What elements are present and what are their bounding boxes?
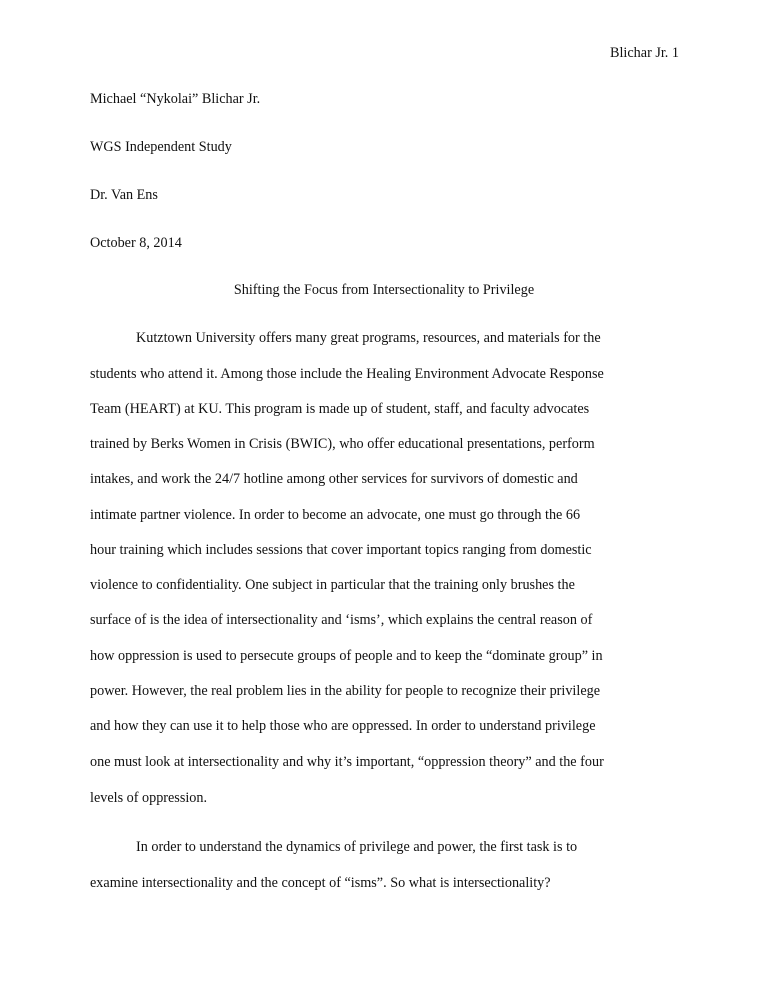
paragraph-line: examine intersectionality and the concept of “isms”. So what is intersectionality? <box>90 875 551 891</box>
paragraph-line: students who attend it. Among those include the Healing Environment Advocate Response <box>90 366 604 382</box>
paragraph-line: Team (HEART) at KU. This program is made up of student, staff, and faculty advocates <box>90 401 590 417</box>
paragraph-line: Kutztown University offers many great programs, resources, and materials for the <box>136 330 601 346</box>
course-line: WGS Independent Study <box>90 139 232 155</box>
running-head: Blichar Jr. 1 <box>610 45 679 61</box>
paragraph-line: violence to confidentiality. One subject in particular that the training only brushes the <box>90 577 575 593</box>
paper-title: Shifting the Focus from Intersectionality to Privilege <box>233 282 535 298</box>
date-line: October 8, 2014 <box>90 235 182 251</box>
instructor-line: Dr. Van Ens <box>90 187 158 203</box>
paragraph-line: hour training which includes sessions that cover important topics ranging from domestic <box>90 542 592 558</box>
paragraph-line: levels of oppression. <box>90 790 208 806</box>
paragraph-line: and how they can use it to help those who are oppressed. In order to understand privilege <box>90 718 596 734</box>
author-line: Michael “Nykolai” Blichar Jr. <box>90 91 261 107</box>
paragraph-line: intakes, and work the 24/7 hotline among other services for survivors of domestic and <box>90 471 578 487</box>
paragraph-line: In order to understand the dynamics of privilege and power, the first task is to <box>136 839 578 855</box>
paragraph-line: trained by Berks Women in Crisis (BWIC), who offer educational presentations, perform <box>90 436 595 452</box>
paragraph-line: intimate partner violence. In order to become an advocate, one must go through the 66 <box>90 507 581 523</box>
paragraph-line: how oppression is used to persecute groups of people and to keep the “dominate group” in <box>90 648 603 664</box>
paragraph-line: power. However, the real problem lies in the ability for people to recognize their privilege <box>90 683 601 699</box>
paragraph-line: one must look at intersectionality and why it’s important, “oppression theory” and the four <box>90 754 604 770</box>
paragraph-line: surface of is the idea of intersectionality and ‘isms’, which explains the central reason of <box>90 612 593 628</box>
